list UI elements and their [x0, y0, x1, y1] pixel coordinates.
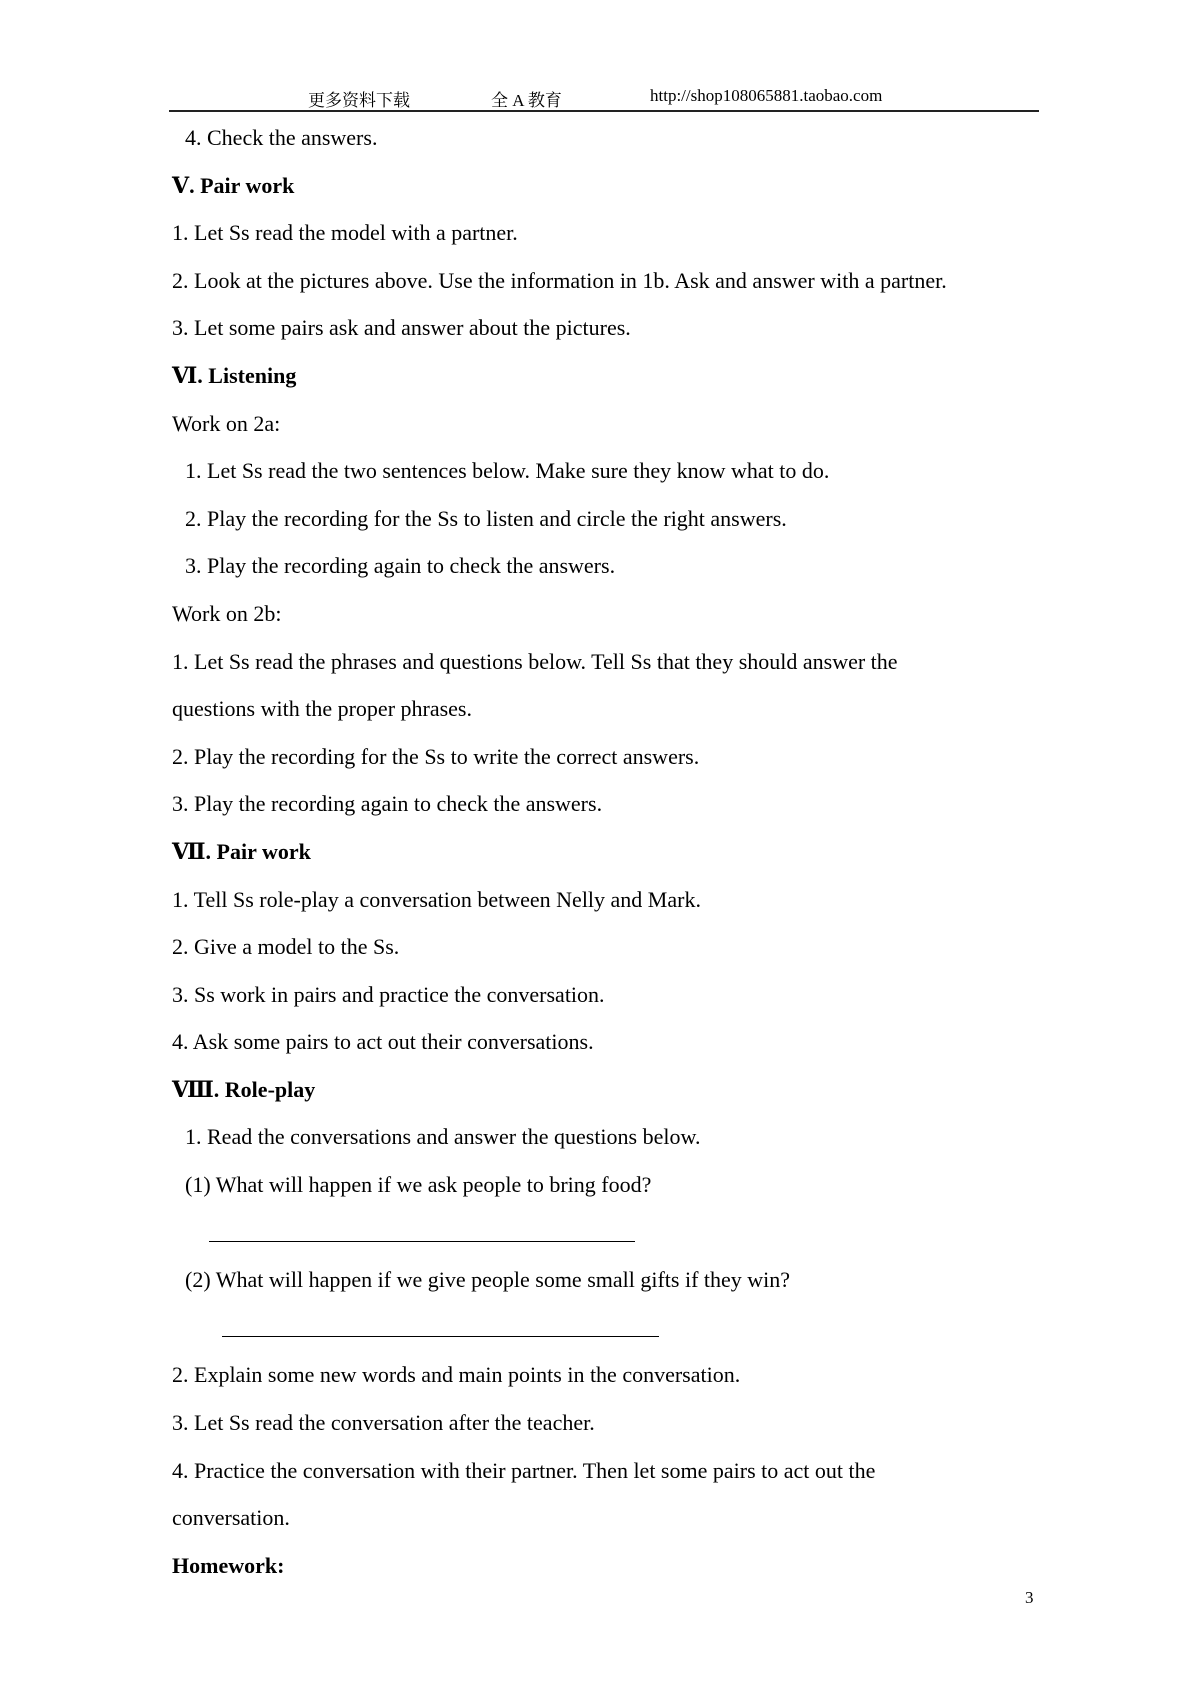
- text-line: 1. Let Ss read the phrases and questions below. Tell Ss that they should answer the: [172, 648, 898, 674]
- text-line: Work on 2a:: [172, 410, 281, 436]
- header-download-text: 更多资料下载: [308, 91, 410, 110]
- text-line: questions with the proper phrases.: [172, 696, 472, 722]
- page-header: [0, 86, 1200, 110]
- answer-underline: [222, 1336, 659, 1337]
- text-line: 3. Let some pairs ask and answer about the pictures.: [172, 315, 631, 341]
- section-heading: Ⅵ. Listening: [172, 362, 297, 388]
- text-line: conversation.: [172, 1505, 290, 1531]
- section-heading: Ⅷ. Role-play: [172, 1076, 316, 1102]
- text-line: 2. Play the recording for the Ss to listen and circle the right answers.: [185, 505, 787, 531]
- text-line: 3. Let Ss read the conversation after the teacher.: [172, 1410, 595, 1436]
- text-line: 4. Ask some pairs to act out their conversations.: [172, 1029, 594, 1055]
- document-body: [0, 114, 1200, 1589]
- header-url[interactable]: http://shop108065881.taobao.com: [650, 86, 883, 105]
- text-line: 3. Ss work in pairs and practice the conversation.: [172, 981, 605, 1007]
- text-line: 2. Explain some new words and main points in the conversation.: [172, 1362, 741, 1388]
- text-line: 4. Check the answers.: [185, 125, 378, 150]
- text-line: 1. Let Ss read the model with a partner.: [172, 220, 518, 246]
- text-line: 4. Practice the conversation with their partner. Then let some pairs to act out the: [172, 1457, 876, 1483]
- text-line: 2. Give a model to the Ss.: [172, 934, 400, 960]
- text-line: 2. Look at the pictures above. Use the information in 1b. Ask and answer with a partner.: [172, 267, 947, 293]
- text-line: (2) What will happen if we give people some small gifts if they win?: [185, 1267, 791, 1293]
- header-brand: 全 A 教育: [491, 91, 562, 110]
- answer-blank[interactable]: [0, 1209, 1200, 1257]
- text-line: Work on 2b:: [172, 600, 282, 626]
- header-rule: [169, 110, 1039, 112]
- answer-blank[interactable]: [0, 1304, 1200, 1352]
- text-line: 1. Read the conversations and answer the questions below.: [185, 1124, 701, 1150]
- page-number: 3: [1025, 1588, 1034, 1607]
- text-line: 3. Play the recording again to check the answers.: [185, 553, 616, 579]
- section-heading: Homework:: [172, 1552, 285, 1578]
- text-line: 2. Play the recording for the Ss to write the correct answers.: [172, 743, 700, 769]
- text-line: 1. Tell Ss role-play a conversation between Nelly and Mark.: [172, 886, 701, 912]
- section-heading: Ⅶ. Pair work: [172, 838, 311, 864]
- text-line: (1) What will happen if we ask people to bring food?: [185, 1172, 652, 1198]
- text-line: 3. Play the recording again to check the answers.: [172, 791, 603, 817]
- section-heading: Ⅴ. Pair work: [172, 172, 295, 198]
- answer-underline: [209, 1241, 635, 1242]
- text-line: 1. Let Ss read the two sentences below. Make sure they know what to do.: [185, 458, 830, 484]
